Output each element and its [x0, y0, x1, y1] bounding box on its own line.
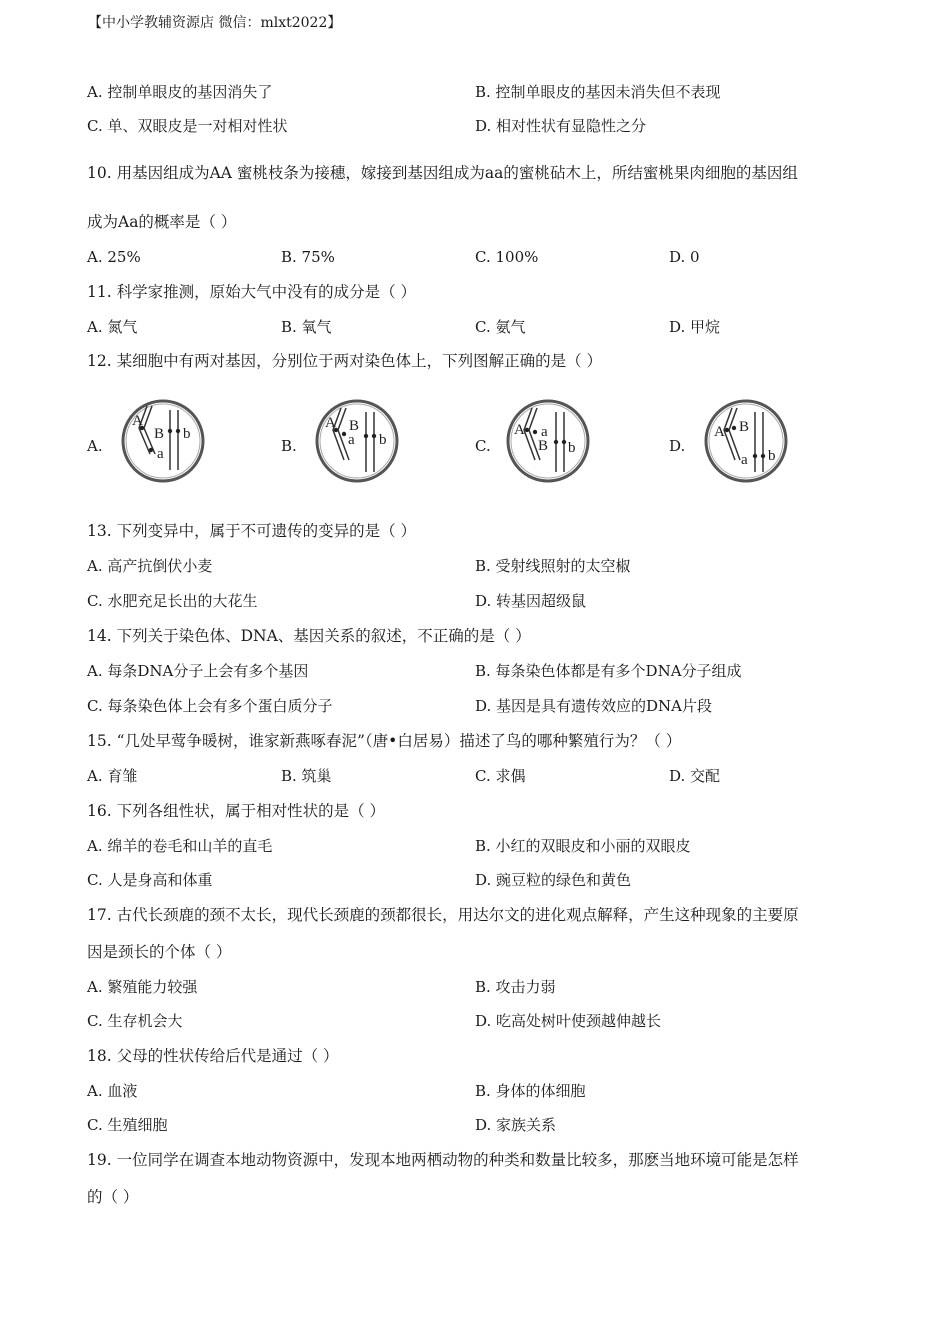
- q17-stem-line2: 因是颈长的个体（ ）: [87, 943, 232, 961]
- q14-option-b: B. 每条染色体都是有多个DNA分子组成: [475, 662, 742, 680]
- q10-option-b: B. 75%: [281, 248, 335, 266]
- gene-label-A: A: [714, 424, 725, 440]
- gene-label-a: a: [348, 432, 355, 448]
- q14-option-d: D. 基因是具有遗传效应的DNA片段: [475, 697, 713, 715]
- q10-stem-line1: 10. 用基因组成为AA 蜜桃枝条为接穗，嫁接到基因组成为aa的蜜桃砧木上，所结蜜桃果肉细胞的基因组: [87, 164, 798, 182]
- q17-option-a: A. 繁殖能力较强: [87, 978, 198, 996]
- q12-figure-label-d: D.: [669, 437, 686, 455]
- q18-stem: 18. 父母的性状传给后代是通过（ ）: [87, 1047, 339, 1065]
- q10-stem-line2: 成为Aa的概率是（ ）: [87, 213, 237, 231]
- gene-label-b: b: [379, 432, 387, 448]
- q15-option-b: B. 筑巢: [281, 767, 332, 785]
- gene-label-A: A: [132, 413, 143, 429]
- q16-option-c: C. 人是身高和体重: [87, 871, 213, 889]
- q16-option-d: D. 豌豆粒的绿色和黄色: [475, 871, 632, 889]
- q14-stem: 14. 下列关于染色体、DNA、基因关系的叙述，不正确的是（ ）: [87, 627, 531, 645]
- q12-figure-label-b: B.: [281, 437, 297, 455]
- q10-option-d: D. 0: [669, 248, 700, 266]
- q12-figure-label-a: A.: [87, 437, 103, 455]
- q12-cell-diagram-d: [703, 398, 789, 484]
- q13-option-c: C. 水肥充足长出的大花生: [87, 592, 258, 610]
- q19-stem-line1: 19. 一位同学在调查本地动物资源中，发现本地两栖动物的种类和数量比较多，那麽当地环境可能是怎样: [87, 1151, 799, 1169]
- q17-stem-line1: 17. 古代长颈鹿的颈不太长，现代长颈鹿的颈都很长，用达尔文的进化观点解释，产生这种现象的主要原: [87, 906, 799, 924]
- q13-option-b: B. 受射线照射的太空椒: [475, 557, 631, 575]
- q10-option-c: C. 100%: [475, 248, 539, 266]
- q12-cell-diagram-c: [505, 398, 591, 484]
- q18-option-b: B. 身体的体细胞: [475, 1082, 586, 1100]
- q9-option-a: A. 控制单眼皮的基因消失了: [87, 83, 273, 101]
- q11-stem: 11. 科学家推测，原始大气中没有的成分是（ ）: [87, 283, 417, 301]
- q9-option-c: C. 单、双眼皮是一对相对性状: [87, 117, 288, 135]
- q12-figure-label-c: C.: [475, 437, 491, 455]
- gene-label-a: a: [741, 452, 748, 468]
- gene-label-a: a: [541, 424, 548, 440]
- gene-label-b: b: [568, 440, 576, 456]
- q12-cell-diagram-a: [120, 398, 206, 484]
- q18-option-d: D. 家族关系: [475, 1116, 557, 1134]
- q12-cell-diagram-b: [314, 398, 400, 484]
- q15-option-d: D. 交配: [669, 767, 721, 785]
- q17-option-b: B. 攻击力弱: [475, 978, 556, 996]
- gene-label-B: B: [349, 418, 360, 434]
- q11-option-d: D. 甲烷: [669, 318, 721, 336]
- q19-stem-line2: 的（ ）: [87, 1188, 139, 1206]
- gene-label-a: a: [157, 446, 164, 462]
- q11-option-a: A. 氮气: [87, 318, 138, 336]
- q17-option-c: C. 生存机会大: [87, 1012, 183, 1030]
- q10-option-a: A. 25%: [87, 248, 141, 266]
- q16-option-b: B. 小红的双眼皮和小丽的双眼皮: [475, 837, 691, 855]
- gene-label-B: B: [154, 426, 165, 442]
- q13-stem: 13. 下列变异中，属于不可遗传的变异的是（ ）: [87, 522, 417, 540]
- q9-option-d: D. 相对性状有显隐性之分: [475, 117, 647, 135]
- q14-option-a: A. 每条DNA分子上会有多个基因: [87, 662, 309, 680]
- page-header: 【中小学教辅资源店 微信：mlxt2022】: [88, 15, 342, 31]
- gene-label-B: B: [538, 438, 549, 454]
- gene-label-A: A: [325, 415, 336, 431]
- q18-option-a: A. 血液: [87, 1082, 138, 1100]
- q9-option-b: B. 控制单眼皮的基因未消失但不表现: [475, 83, 721, 101]
- q16-option-a: A. 绵羊的卷毛和山羊的直毛: [87, 837, 273, 855]
- gene-label-b: b: [768, 448, 776, 464]
- q14-option-c: C. 每条染色体上会有多个蛋白质分子: [87, 697, 333, 715]
- q13-option-a: A. 高产抗倒伏小麦: [87, 557, 213, 575]
- q11-option-b: B. 氧气: [281, 318, 332, 336]
- q15-option-c: C. 求偶: [475, 767, 526, 785]
- q18-option-c: C. 生殖细胞: [87, 1116, 168, 1134]
- q13-option-d: D. 转基因超级鼠: [475, 592, 587, 610]
- gene-label-A: A: [514, 422, 525, 438]
- q11-option-c: C. 氨气: [475, 318, 526, 336]
- q12-stem: 12. 某细胞中有两对基因，分别位于两对染色体上，下列图解正确的是（ ）: [87, 352, 603, 370]
- q17-option-d: D. 吃高处树叶使颈越伸越长: [475, 1012, 662, 1030]
- gene-label-B: B: [739, 419, 750, 435]
- gene-label-b: b: [183, 426, 191, 442]
- q16-stem: 16. 下列各组性状，属于相对性状的是（ ）: [87, 802, 386, 820]
- q15-option-a: A. 育雏: [87, 767, 138, 785]
- q15-stem: 15. “几处早莺争暖树，谁家新燕啄春泥”（唐•白居易）描述了鸟的哪种繁殖行为？（ ）: [87, 732, 682, 750]
